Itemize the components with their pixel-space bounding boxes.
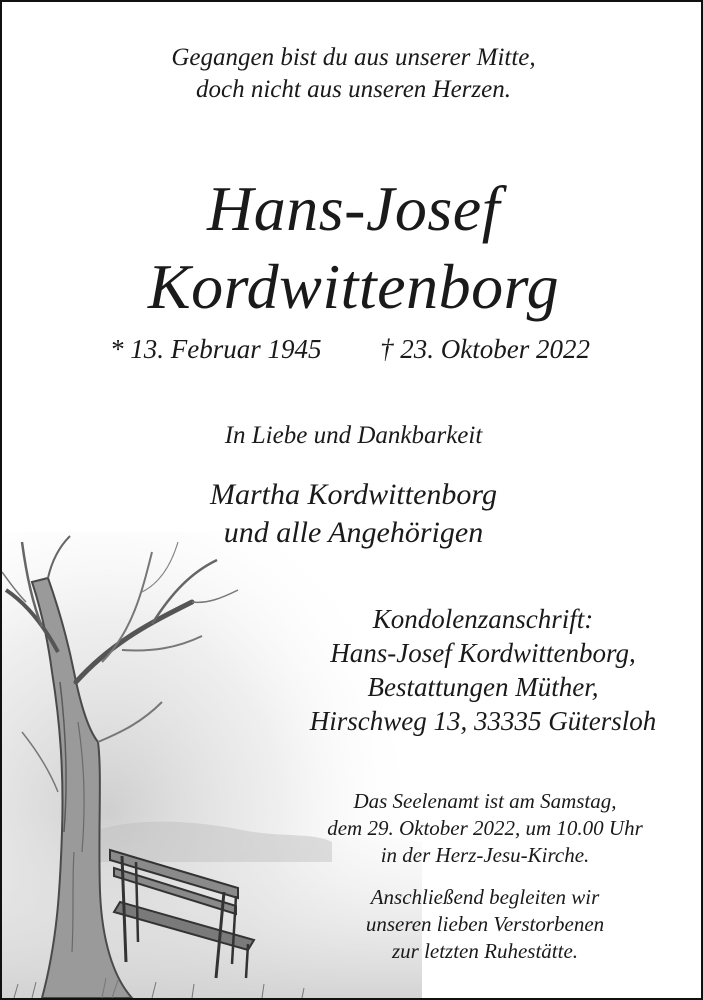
thanks-line: In Liebe und Dankbarkeit bbox=[224, 422, 483, 449]
birth-date: * 13. Februar 1945 bbox=[110, 334, 322, 364]
burial-line: zur letzten Ruhestätte. bbox=[391, 939, 579, 963]
mass-notice bbox=[290, 788, 680, 869]
death-date: † 23. Oktober 2022 bbox=[380, 334, 590, 364]
burial-notice bbox=[290, 884, 680, 965]
mass-line: in der Herz-Jesu-Kirche. bbox=[380, 843, 590, 867]
family-line: Martha Kordwittenborg bbox=[210, 478, 497, 511]
condolence-line: Hans-Josef Kordwittenborg, bbox=[330, 638, 636, 668]
condolence-line: Hirschweg 13, 33335 Gütersloh bbox=[309, 706, 657, 736]
family-signature bbox=[2, 476, 703, 552]
motto bbox=[2, 42, 703, 106]
burial-line: Anschließend begleiten wir bbox=[370, 885, 600, 909]
motto-line: doch nicht aus unseren Herzen. bbox=[196, 76, 511, 103]
condolence-address bbox=[288, 602, 678, 738]
motto-line: Gegangen bist du aus unserer Mitte, bbox=[171, 44, 536, 71]
mass-line: Das Seelenamt ist am Samstag, bbox=[353, 789, 617, 813]
last-name: Kordwittenborg bbox=[147, 251, 560, 322]
first-name: Hans-Josef bbox=[207, 173, 500, 244]
burial-line: unseren lieben Verstorbenen bbox=[365, 912, 605, 936]
deceased-name bbox=[2, 170, 703, 326]
mass-line: dem 29. Oktober 2022, um 10.00 Uhr bbox=[327, 816, 643, 840]
condolence-line: Kondolenzanschrift: bbox=[372, 604, 594, 634]
condolence-line: Bestattungen Müther, bbox=[367, 672, 599, 702]
family-line: und alle Angehörigen bbox=[223, 516, 484, 549]
